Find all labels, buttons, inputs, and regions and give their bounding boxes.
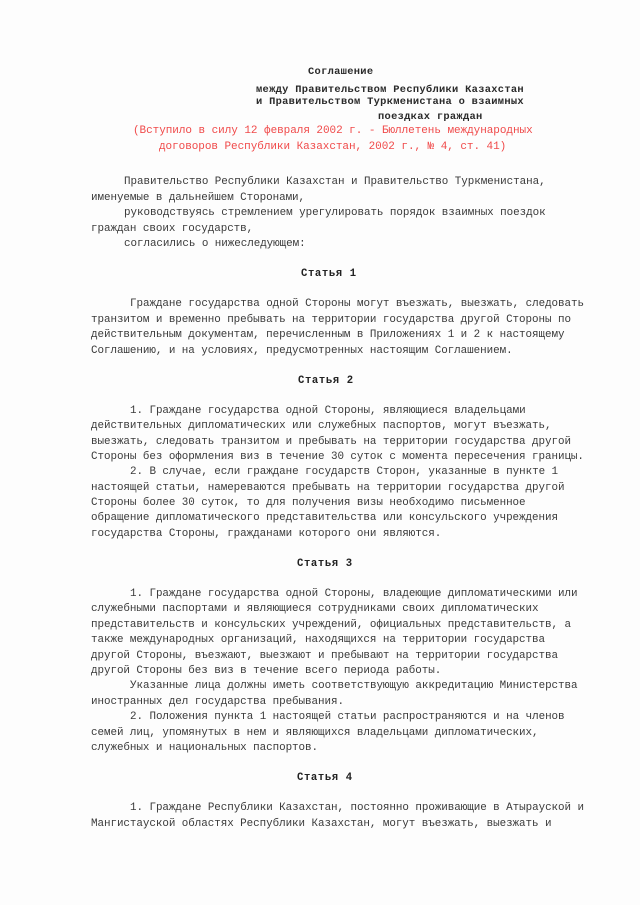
preamble-line: согласились о нижеследующем:	[124, 238, 306, 250]
article-2-line: действительных дипломатических или служебных паспортов, могут въезжать,	[91, 420, 552, 432]
article-4-line: Мангистауской областях Республики Казахстан, могут въезжать, выезжать и	[91, 818, 552, 830]
article-heading-1: Статья 1	[301, 268, 357, 280]
article-2-line: Стороны без оформления виз в течение 30 суток с момента пересечения границы.	[91, 451, 584, 463]
article-2-line: 2. В случае, если граждане государств Сторон, указанные в пункте 1	[130, 466, 559, 478]
article-1-line: транзитом и временно пребывать на территории государства другой Стороны по	[91, 314, 571, 326]
article-2-line: государства Стороны, гражданами которого они являются.	[91, 528, 442, 540]
title-line-3: и Правительством Туркменистана о взаимных	[256, 96, 524, 108]
article-3-line: другой Стороны, въезжают, выезжают и пребывают на территории государства	[91, 650, 558, 662]
article-1-line: действительным документам, перечисленным в Приложениях 1 и 2 к настоящему	[91, 329, 565, 341]
article-1-line: Соглашению, и на условиях, предусмотренных настоящим Соглашением.	[91, 345, 513, 357]
article-3-line: семей лиц, упомянутых в нем и являющихся владельцами дипломатических,	[91, 727, 539, 739]
article-3-line: иностранных дел государства пребывания.	[91, 696, 344, 708]
article-3-line: служебных и национальных паспортов.	[91, 742, 318, 754]
preamble-line: руководствуясь стремлением урегулировать порядок взаимных поездок	[124, 207, 546, 219]
preamble-line: именуемые в дальнейшем Сторонами,	[91, 192, 306, 204]
article-4-line: 1. Граждане Республики Казахстан, постоянно проживающие в Атырауской и	[130, 802, 584, 814]
article-3-line: служебными паспортами и являющиеся сотрудниками своих дипломатических	[91, 603, 539, 615]
article-heading-2: Статья 2	[298, 375, 354, 387]
article-3-line: также международных организаций, находящихся на территории государства	[91, 634, 545, 646]
article-3-line: 1. Граждане государства одной Стороны, владеющие дипломатическими или	[130, 588, 578, 600]
article-3-line: 2. Положения пункта 1 настоящей статьи распространяются и на членов	[130, 711, 565, 723]
article-3-line: представительств и консульских учреждений, официальных представительств, а	[91, 619, 571, 631]
title-line-1: Соглашение	[308, 66, 374, 78]
article-heading-4: Статья 4	[297, 772, 353, 784]
preamble-line: граждан своих государств,	[91, 223, 254, 235]
title-line-2: между Правительством Республики Казахстан	[256, 84, 524, 96]
article-2-line: настоящей статьи, намереваются пребывать на территории государства другой	[91, 482, 565, 494]
status-line-2: договоров Республики Казахстан, 2002 г., № 4, ст. 41)	[159, 141, 507, 153]
article-2-line: выезжать, следовать транзитом и пребывать на территории государства другой	[91, 436, 571, 448]
preamble-line: Правительство Республики Казахстан и Правительство Туркменистана,	[124, 176, 546, 188]
article-2-line: обращение дипломатического представительства или консульского учреждения	[91, 512, 558, 524]
article-2-line: 1. Граждане государства одной Стороны, являющиеся владельцами	[130, 405, 526, 417]
title-line-4: поездках граждан	[378, 111, 483, 123]
status-line-1: (Вступило в силу 12 февраля 2002 г. - Бюллетень международных	[133, 125, 533, 137]
article-3-line: другой Стороны без виз в течение всего периода работы.	[91, 665, 442, 677]
article-heading-3: Статья 3	[297, 558, 353, 570]
article-3-line: Указанные лица должны иметь соответствующую аккредитацию Министерства	[130, 680, 578, 692]
article-1-line: Граждане государства одной Стороны могут въезжать, выезжать, следовать	[130, 298, 584, 310]
article-2-line: Стороны более 30 суток, то для получения визы необходимо письменное	[91, 497, 526, 509]
